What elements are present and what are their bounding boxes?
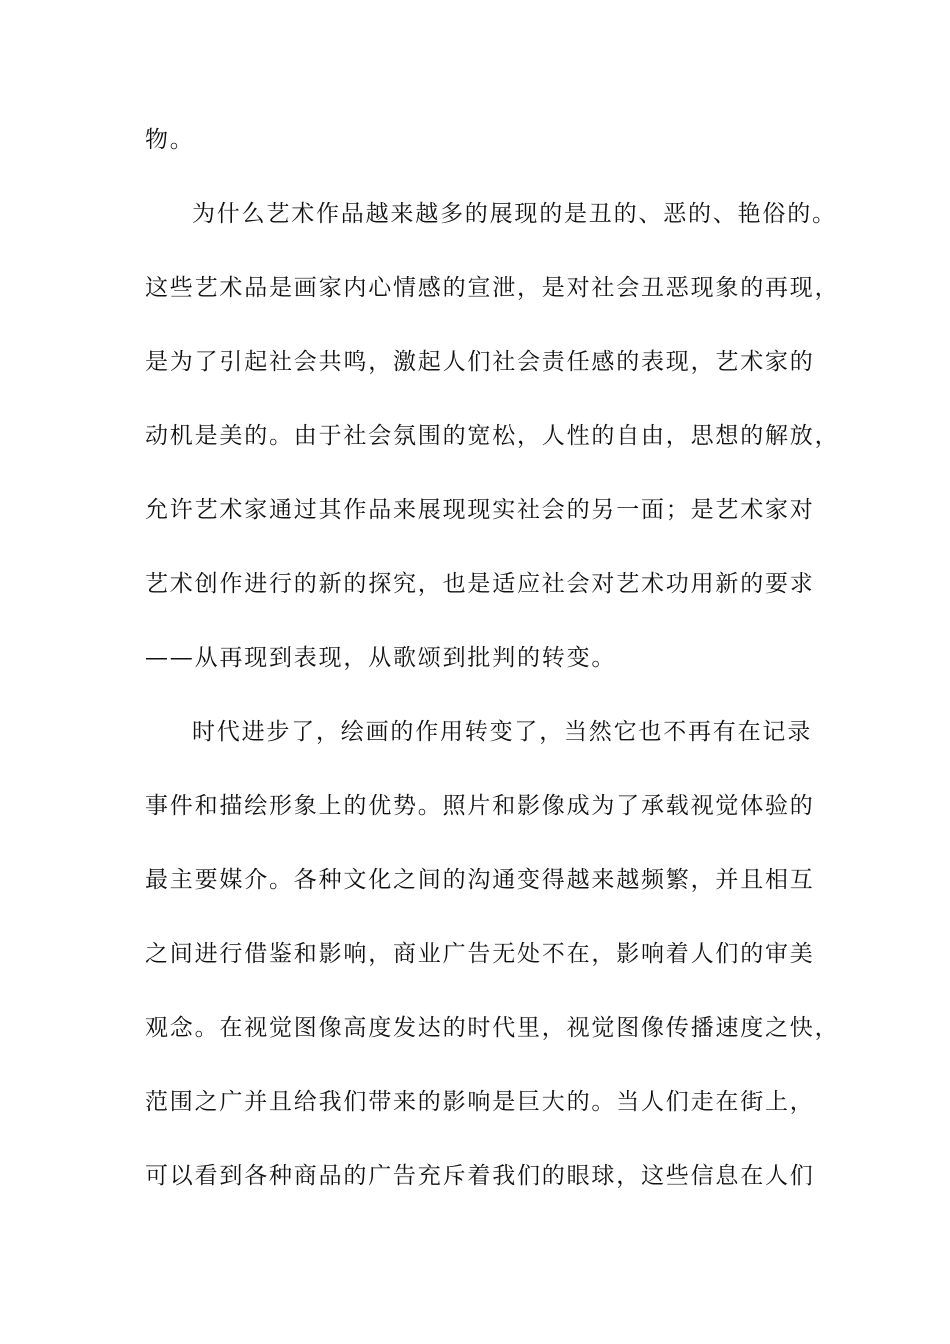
paragraph-first-line: 为什么艺术作品越来越多的展现的是丑的、恶的、艳俗的。	[192, 201, 837, 227]
paragraph-first-line: 时代进步了，绘画的作用转变了，当然它也不再有在记录	[192, 719, 812, 745]
document-body	[145, 126, 840, 1236]
text-line: 允许艺术家通过其作品来展现现实社会的另一面；是艺术家对	[145, 497, 815, 523]
text-line: 这些艺术品是画家内心情感的宣泄，是对社会丑恶现象的再现，	[145, 275, 840, 301]
text-line: 之间进行借鉴和影响，商业广告无处不在，影响着人们的审美	[145, 941, 815, 967]
text-line: 最主要媒介。各种文化之间的沟通变得越来越频繁，并且相互	[145, 867, 815, 893]
text-line: 可以看到各种商品的广告充斥着我们的眼球，这些信息在人们	[145, 1163, 815, 1189]
text-line: 动机是美的。由于社会氛围的宽松，人性的自由，思想的解放，	[145, 423, 840, 449]
text-line: 艺术创作进行的新的探究，也是适应社会对艺术功用新的要求	[145, 571, 815, 597]
text-line: 观念。在视觉图像高度发达的时代里，视觉图像传播速度之快，	[145, 1015, 840, 1041]
text-line: 事件和描绘形象上的优势。照片和影像成为了承载视觉体验的	[145, 793, 815, 819]
text-line: 物。	[145, 127, 195, 153]
text-line: ——从再现到表现，从歌颂到批判的转变。	[145, 645, 617, 671]
text-line: 是为了引起社会共鸣，激起人们社会责任感的表现，艺术家的	[145, 349, 815, 375]
text-line: 范围之广并且给我们带来的影响是巨大的。当人们走在街上，	[145, 1089, 815, 1115]
